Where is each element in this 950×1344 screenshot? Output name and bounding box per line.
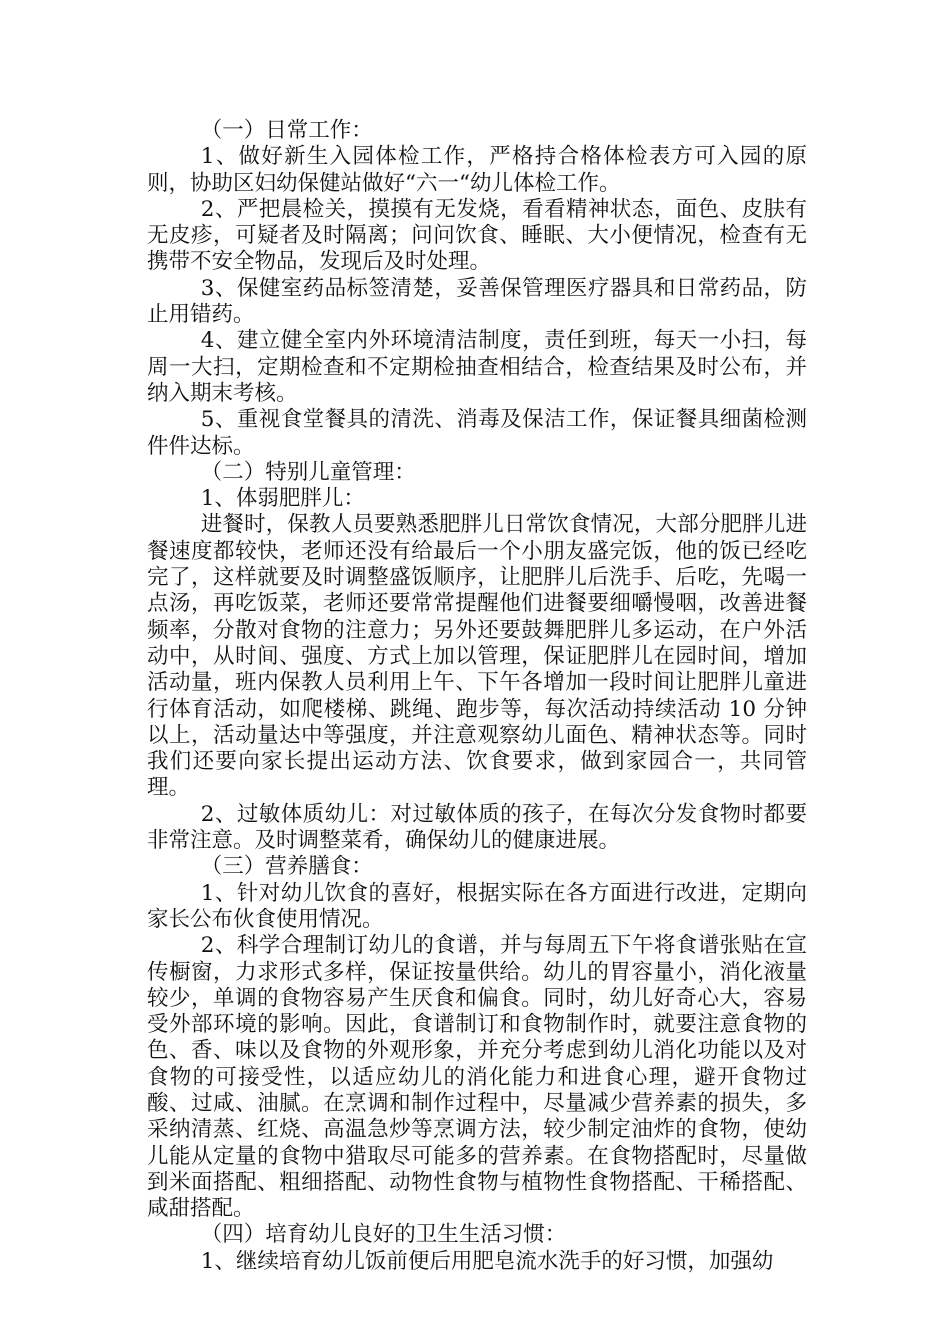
paragraph: 2、过敏体质幼儿：对过敏体质的孩子，在每次分发食物时都要非常注意。及时调整菜肴，确保幼儿的健康进展。 — [147, 801, 807, 854]
paragraph: 3、保健室药品标签清楚，妥善保管理医疗器具和日常药品，防止用错药。 — [147, 275, 807, 328]
paragraph: 1、继续培育幼儿饭前便后用肥皂流水洗手的好习惯，加强幼 — [200, 1248, 774, 1274]
section-heading-2: （二）特别儿童管理： — [200, 459, 416, 485]
paragraph: 2、严把晨检关，摸摸有无发烧，看看精神状态，面色、皮肤有无皮疹，可疑者及时隔离；问问饮食、睡眠、大小便情况，检查有无携带不安全物品，发现后及时处理。 — [147, 196, 807, 275]
paragraph: 1、做好新生入园体检工作，严格持合格体检表方可入园的原则，协助区妇幼保健站做好“六一“幼儿体检工作。 — [147, 144, 807, 196]
paragraph: 5、重视食堂餐具的清洗、消毒及保洁工作，保证餐具细菌检测件件达标。 — [147, 407, 807, 459]
paragraph: 1、针对幼儿饮食的喜好，根据实际在各方面进行改进，定期向家长公布伙食使用情况。 — [147, 880, 807, 932]
subheading: 1、体弱肥胖儿： — [200, 486, 365, 512]
section-heading-4: （四）培育幼儿良好的卫生生活习惯： — [200, 1222, 567, 1248]
section-heading-3: （三）营养膳食： — [200, 854, 373, 880]
section-heading-1: （一）日常工作： — [200, 118, 373, 143]
document-body — [147, 118, 807, 1275]
paragraph: 进餐时，保教人员要熟悉肥胖儿日常饮食情况，大部分肥胖儿进餐速度都较快，老师还没有给最后一个小朋友盛完饭，他的饭已经吃完了，这样就要及时调整盛饭顺序，让肥胖儿后洗手、后吃，先喝一点汤，再吃饭菜，老师还要常常提醒他们进餐要细嚼慢咽，改善进餐频率，分散对食物的注意力；另外还要鼓舞肥胖儿多运动，在户外活动中，从时间、强度、方式上加以管理，保证肥胖儿在园时间，增加活动量，班内保教人员利用上午、下午各增加一段时间让肥胖儿童进行体育活动，如爬楼梯、跳绳、跑步等，每次活动持续活动 10 分钟以上，活动量达中等强度，并注意观察幼儿面色、精神状态等。同时我们还要向家长提出运动方法、饮食要求，做到家园合一，共同管理。 — [147, 512, 807, 801]
paragraph: 2、科学合理制订幼儿的食谱，并与每周五下午将食谱张贴在宣传橱窗，力求形式多样，保证按量供给。幼儿的胃容量小，消化液量较少，单调的食物容易产生厌食和偏食。同时，幼儿好奇心大，容易受外部环境的影响。因此，食谱制订和食物制作时，就要注意食物的色、香、味以及食物的外观形象，并充分考虑到幼儿消化功能以及对食物的可接受性，以适应幼儿的消化能力和进食心理，避开食物过酸、过咸、油腻。在烹调和制作过程中，尽量减少营养素的损失，多采纳清蒸、红烧、高温急炒等烹调方法，较少制定油炸的食物，使幼儿能从定量的食物中猎取尽可能多的营养素。在食物搭配时，尽量做到米面搭配、粗细搭配、动物性食物与植物性食物搭配、干稀搭配、咸甜搭配。 — [147, 933, 807, 1222]
paragraph: 4、建立健全室内外环境清洁制度，责任到班，每天一小扫，每周一大扫，定期检查和不定期检抽查相结合，检查结果及时公布，并纳入期末考核。 — [147, 328, 807, 406]
